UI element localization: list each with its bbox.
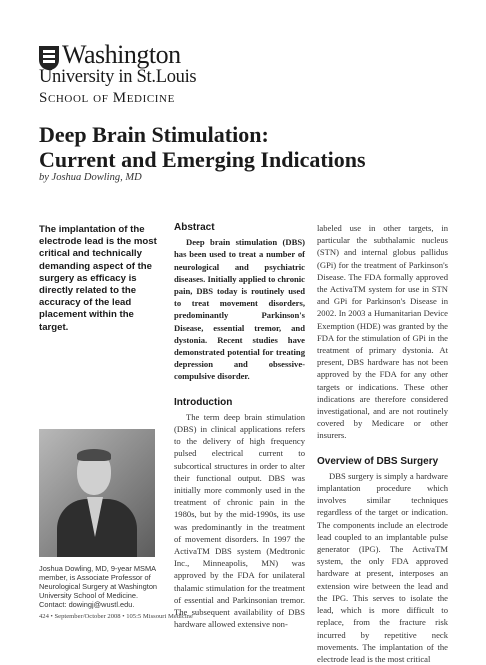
- column-2: [317, 222, 448, 665]
- page-footer: 424 • September/October 2008 • 105:5 Missouri Medicine: [39, 613, 193, 620]
- column-1: [174, 222, 305, 631]
- byline: by Joshua Dowling, MD: [39, 172, 142, 183]
- title-line-2: Current and Emerging Indications: [39, 147, 366, 172]
- author-photo: [39, 429, 155, 557]
- column-2-text: labeled use in other targets, in particular the subthalamic nucleus (STN) and internal globus pallidus (GPi) for the treatment of Parkinson's Disease. The FDA formally approved the ActivaTM system for use in STN and GPi for Parkinson's Disease in 2002. In 2003 a Humanitarian Device Exemption (HDE) was granted by the FDA for the stimulation of GPi in the treatment of primary dystonia. At present, DBS hardware has not been approved by the FDA for any other targets or indications. These other indications are therefore considered investigational, and are not routinely covered by Medicare or other insurers.: [317, 223, 448, 441]
- university-logo: [39, 40, 239, 112]
- pull-quote: The implantation of the electrode lead is the most critical and technically demanding aspect of the surgery as efficacy is directly related to the accuracy of the lead placement within the target.: [39, 224, 157, 333]
- introduction-heading: Introduction: [174, 396, 233, 408]
- abstract-text: Deep brain stimulation (DBS) has been used to treat a number of neurological and psychiatric diseases. Initially applied to chronic pain, DBS today is routinely used to treat movement disorders, predominantly Parkinson's Disease, essential tremor, and dystonia. Recent studies have demonstrated potential for treating depression and obsessive-compulsive disorder.: [174, 237, 305, 382]
- photo-hair-shape: [77, 449, 111, 461]
- introduction-text: The term deep brain stimulation (DBS) in clinical applications refers to the delivery of high frequency pulsed electrical current to subcortical structures in order to alter their functional output. DBS was initially more commonly used in the treatment of chronic pain in the 1980s, but by the mid-1990s, its use was predominantly in the treatment of movement disorders. In 1997 the ActivaTM DBS system (Medtronic Inc., Minneapolis, MN) was approved by the FDA for unilateral thalamic stimulation for the treatment of essential and Parkinsonian tremor. The subsequent availability of DBS hardware allowed extensive non-: [174, 411, 305, 630]
- logo-line-2: University in St.Louis: [39, 67, 197, 87]
- title-line-1: Deep Brain Stimulation:: [39, 122, 269, 147]
- logo-line-3: School of Medicine: [39, 90, 175, 106]
- abstract-heading: Abstract: [174, 222, 215, 233]
- surgery-overview-heading: Overview of DBS Surgery: [317, 455, 439, 467]
- photo-caption: [39, 565, 165, 610]
- article-title: [39, 122, 459, 172]
- surgery-overview-text: DBS surgery is simply a hardware implantation procedure which involves similar techniques regardless of the target or indication. The components include an electrode lead coupled to an implantable pulse generator (IPG). The ActivaTM system, the only FDA approved hardware at present, interposes an extension wire between the lead and the IPG. This serves to isolate the lead, which is more difficult to replace, from the fracture risk incurred by repetitive neck movements. The implantation of the electrode lead is the most critical: [317, 470, 448, 664]
- caption-bio: Joshua Dowling, MD, 9-year MSMA member, is Associate Professor of Neurological Surgery at Washington University School of Medicine.: [39, 564, 158, 600]
- logo-line-1: Washington: [62, 40, 181, 69]
- caption-contact: Contact: dowingj@wustl.edu.: [39, 599, 135, 609]
